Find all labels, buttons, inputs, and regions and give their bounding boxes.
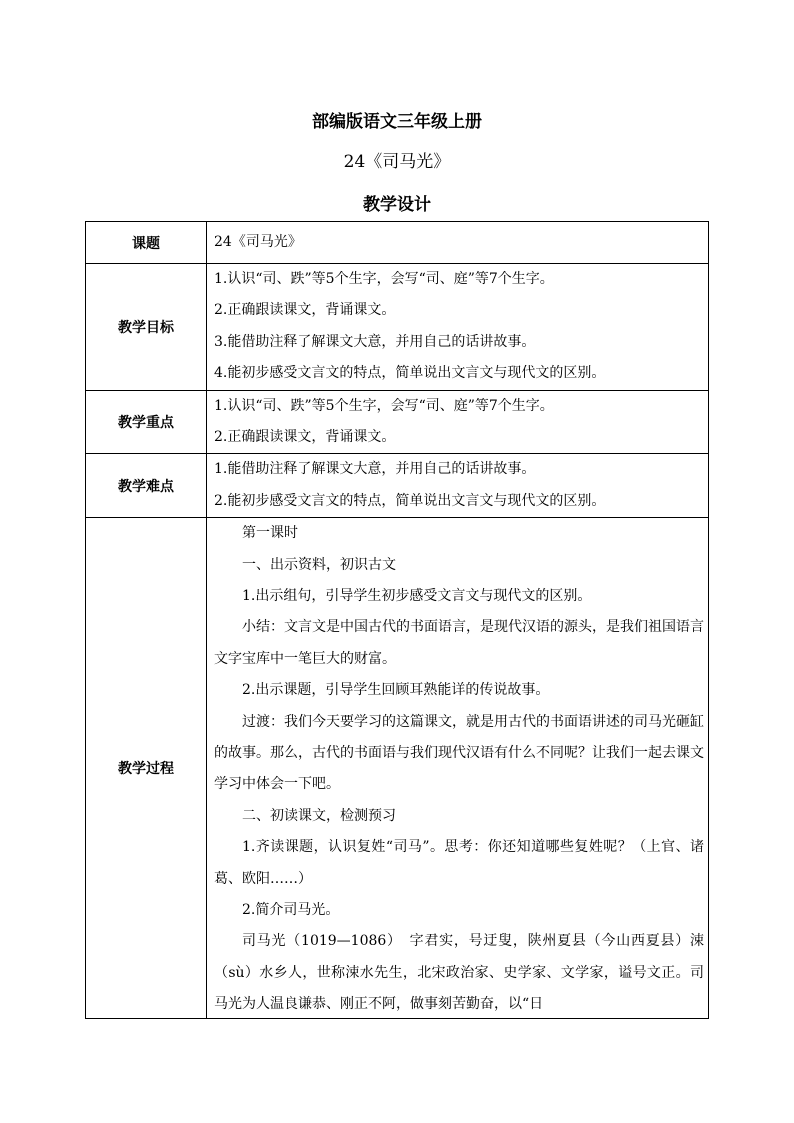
key-point-item: 1.认识“司、跌”等5个生字，会写“司、庭”等7个生字。	[214, 397, 554, 414]
design-subtitle: 教学设计	[363, 195, 431, 215]
topic-value: 24《司马光》	[214, 234, 302, 250]
process-paragraph: 一、出示资料，初识古文	[242, 556, 396, 573]
goal-item: 1.认识“司、跌”等5个生字，会写“司、庭”等7个生字。	[214, 271, 554, 287]
lesson-plan-table	[85, 221, 709, 1019]
process-cell	[207, 518, 709, 1019]
topic-label: 课题	[86, 222, 207, 264]
process-label: 教学过程	[86, 518, 207, 1019]
lesson-title: 24《司马光》	[343, 152, 451, 172]
difficulty-item: 1.能借助注释了解课文大意，并用自己的话讲故事。	[214, 461, 536, 478]
process-content	[214, 518, 704, 1018]
process-paragraph: 第一课时	[242, 525, 298, 542]
process-paragraph: 过渡：我们今天要学习的这篇课文，就是用古代的书面语讲述的司马光砸缸的故事。那么，古代的书面语与我们现代汉语有什么不同呢？让我们一起去课文学习中体会一下吧。	[214, 713, 704, 793]
topic-row	[86, 222, 709, 264]
key-point-item: 2.正确跟读课文，背诵课文。	[214, 428, 396, 445]
process-paragraph: 1.出示组句，引导学生初步感受文言文与现代文的区别。	[242, 587, 592, 604]
process-row	[86, 518, 709, 1019]
goals-cell	[207, 264, 709, 391]
key-points-row	[86, 390, 709, 454]
difficulties-cell	[207, 454, 709, 518]
difficulties-row	[86, 454, 709, 518]
goals-row	[86, 264, 709, 391]
goal-item: 4.能初步感受文言文的特点，简单说出文言文与现代文的区别。	[214, 365, 606, 382]
difficulty-item: 2.能初步感受文言文的特点，简单说出文言文与现代文的区别。	[214, 492, 606, 509]
process-paragraph: 二、初读课文，检测预习	[242, 807, 396, 824]
goal-item: 3.能借助注释了解课文大意，并用自己的话讲故事。	[214, 333, 536, 350]
process-paragraph: 2.出示课题，引导学生回顾耳熟能详的传说故事。	[242, 682, 550, 699]
goal-item: 2.正确跟读课文，背诵课文。	[214, 302, 396, 319]
topic-value-cell	[207, 222, 709, 264]
process-paragraph: 司马光（1019—1086） 字君实，号迂叟，陕州夏县（今山西夏县）涑（sù）水乡人，世称涑水先生，北宋政治家、史学家、文学家，谥号文正。司马光为人温良谦恭、刚正不阿，做事刻苦勤奋，以“日	[214, 933, 704, 1013]
process-paragraph: 2.简介司马光。	[242, 902, 340, 918]
goals-label: 教学目标	[86, 264, 207, 391]
key-points-cell	[207, 390, 709, 454]
process-paragraph: 小结：文言文是中国古代的书面语言，是现代汉语的源头，是我们祖国语言文字宝库中一笔巨大的财富。	[214, 619, 704, 667]
document-title: 部编版语文三年级上册	[312, 112, 482, 132]
process-paragraph: 1.齐读课题，认识复姓“司马”。思考：你还知道哪些复姓呢？（上官、诸葛、欧阳……）	[214, 839, 704, 887]
key-points-label: 教学重点	[86, 390, 207, 454]
difficulties-label: 教学难点	[86, 454, 207, 518]
